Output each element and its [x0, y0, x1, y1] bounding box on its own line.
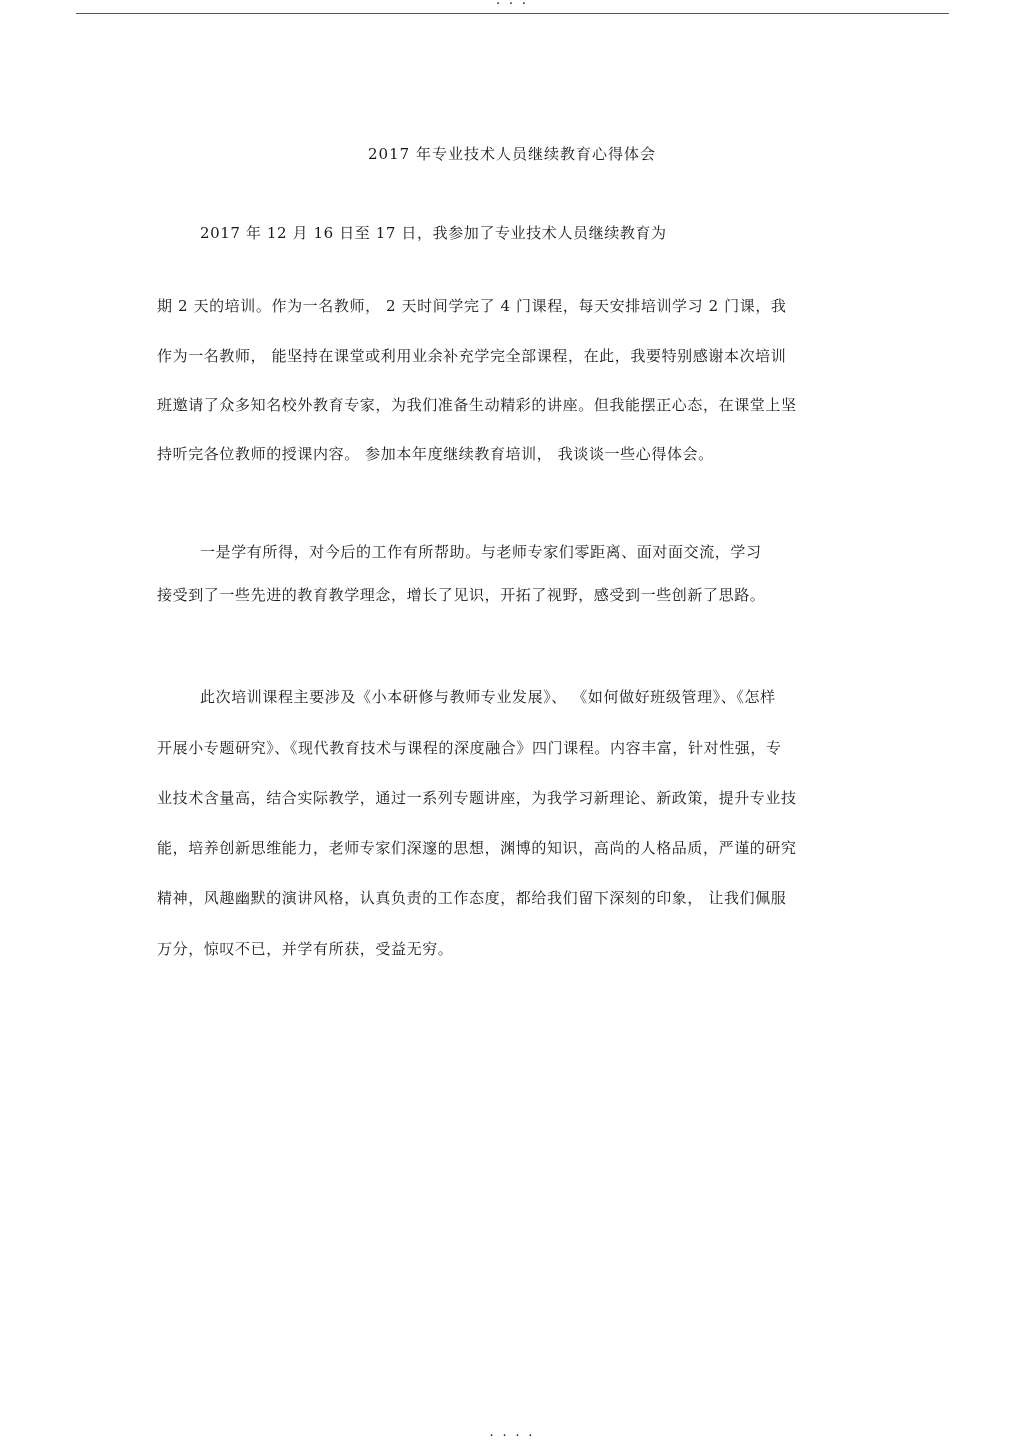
paragraph-1-line: 2017 年 12 月 16 日至 17 日，我参加了专业技术人员继续教育为: [200, 224, 667, 242]
paragraph-3-line: 精神，风趣幽默的演讲风格，认真负责的工作态度，都给我们留下深刻的印象， 让我们佩服: [157, 889, 787, 907]
paragraph-3-line: 能，培养创新思维能力，老师专家们深邃的思想，渊博的知识，高尚的人格品质，严谨的研究: [157, 839, 797, 857]
footer-dots: · · · ·: [489, 1428, 535, 1444]
paragraph-2-line: 一是学有所得，对今后的工作有所帮助。与老师专家们零距离、面对面交流，学习: [200, 543, 762, 561]
paragraph-3-line: 此次培训课程主要涉及《小本研修与教师专业发展》、 《如何做好班级管理》、《怎样: [200, 688, 776, 706]
paragraph-3-line: 万分，惊叹不已，并学有所获，受益无穷。: [157, 940, 454, 958]
paragraph-1-line: 期 2 天的培训。作为一名教师， 2 天时间学完了 4 门课程，每天安排培训学习 2 门课，我: [157, 297, 787, 315]
paragraph-1-line: 作为一名教师， 能坚持在课堂或利用业余补充学完全部课程，在此，我要特别感谢本次培训: [157, 347, 787, 365]
document-title: 2017 年专业技术人员继续教育心得体会: [368, 145, 656, 163]
header-dots: · · ·: [495, 0, 529, 12]
paragraph-3-line: 开展小专题研究》、《现代教育技术与课程的深度融合》四门课程。内容丰富，针对性强，专: [157, 739, 782, 757]
paragraph-2-line: 接受到了一些先进的教育教学理念，增长了见识，开拓了视野，感受到一些创新了思路。: [157, 586, 766, 604]
paragraph-1-line: 持听完各位教师的授课内容。 参加本年度继续教育培训， 我谈谈一些心得体会。: [157, 445, 714, 463]
paragraph-3-line: 业技术含量高，结合实际教学，通过一系列专题讲座，为我学习新理论、新政策，提升专业技: [157, 789, 797, 807]
header-rule: [76, 13, 949, 14]
paragraph-1-line: 班邀请了众多知名校外教育专家，为我们准备生动精彩的讲座。但我能摆正心态，在课堂上坚: [157, 396, 797, 414]
